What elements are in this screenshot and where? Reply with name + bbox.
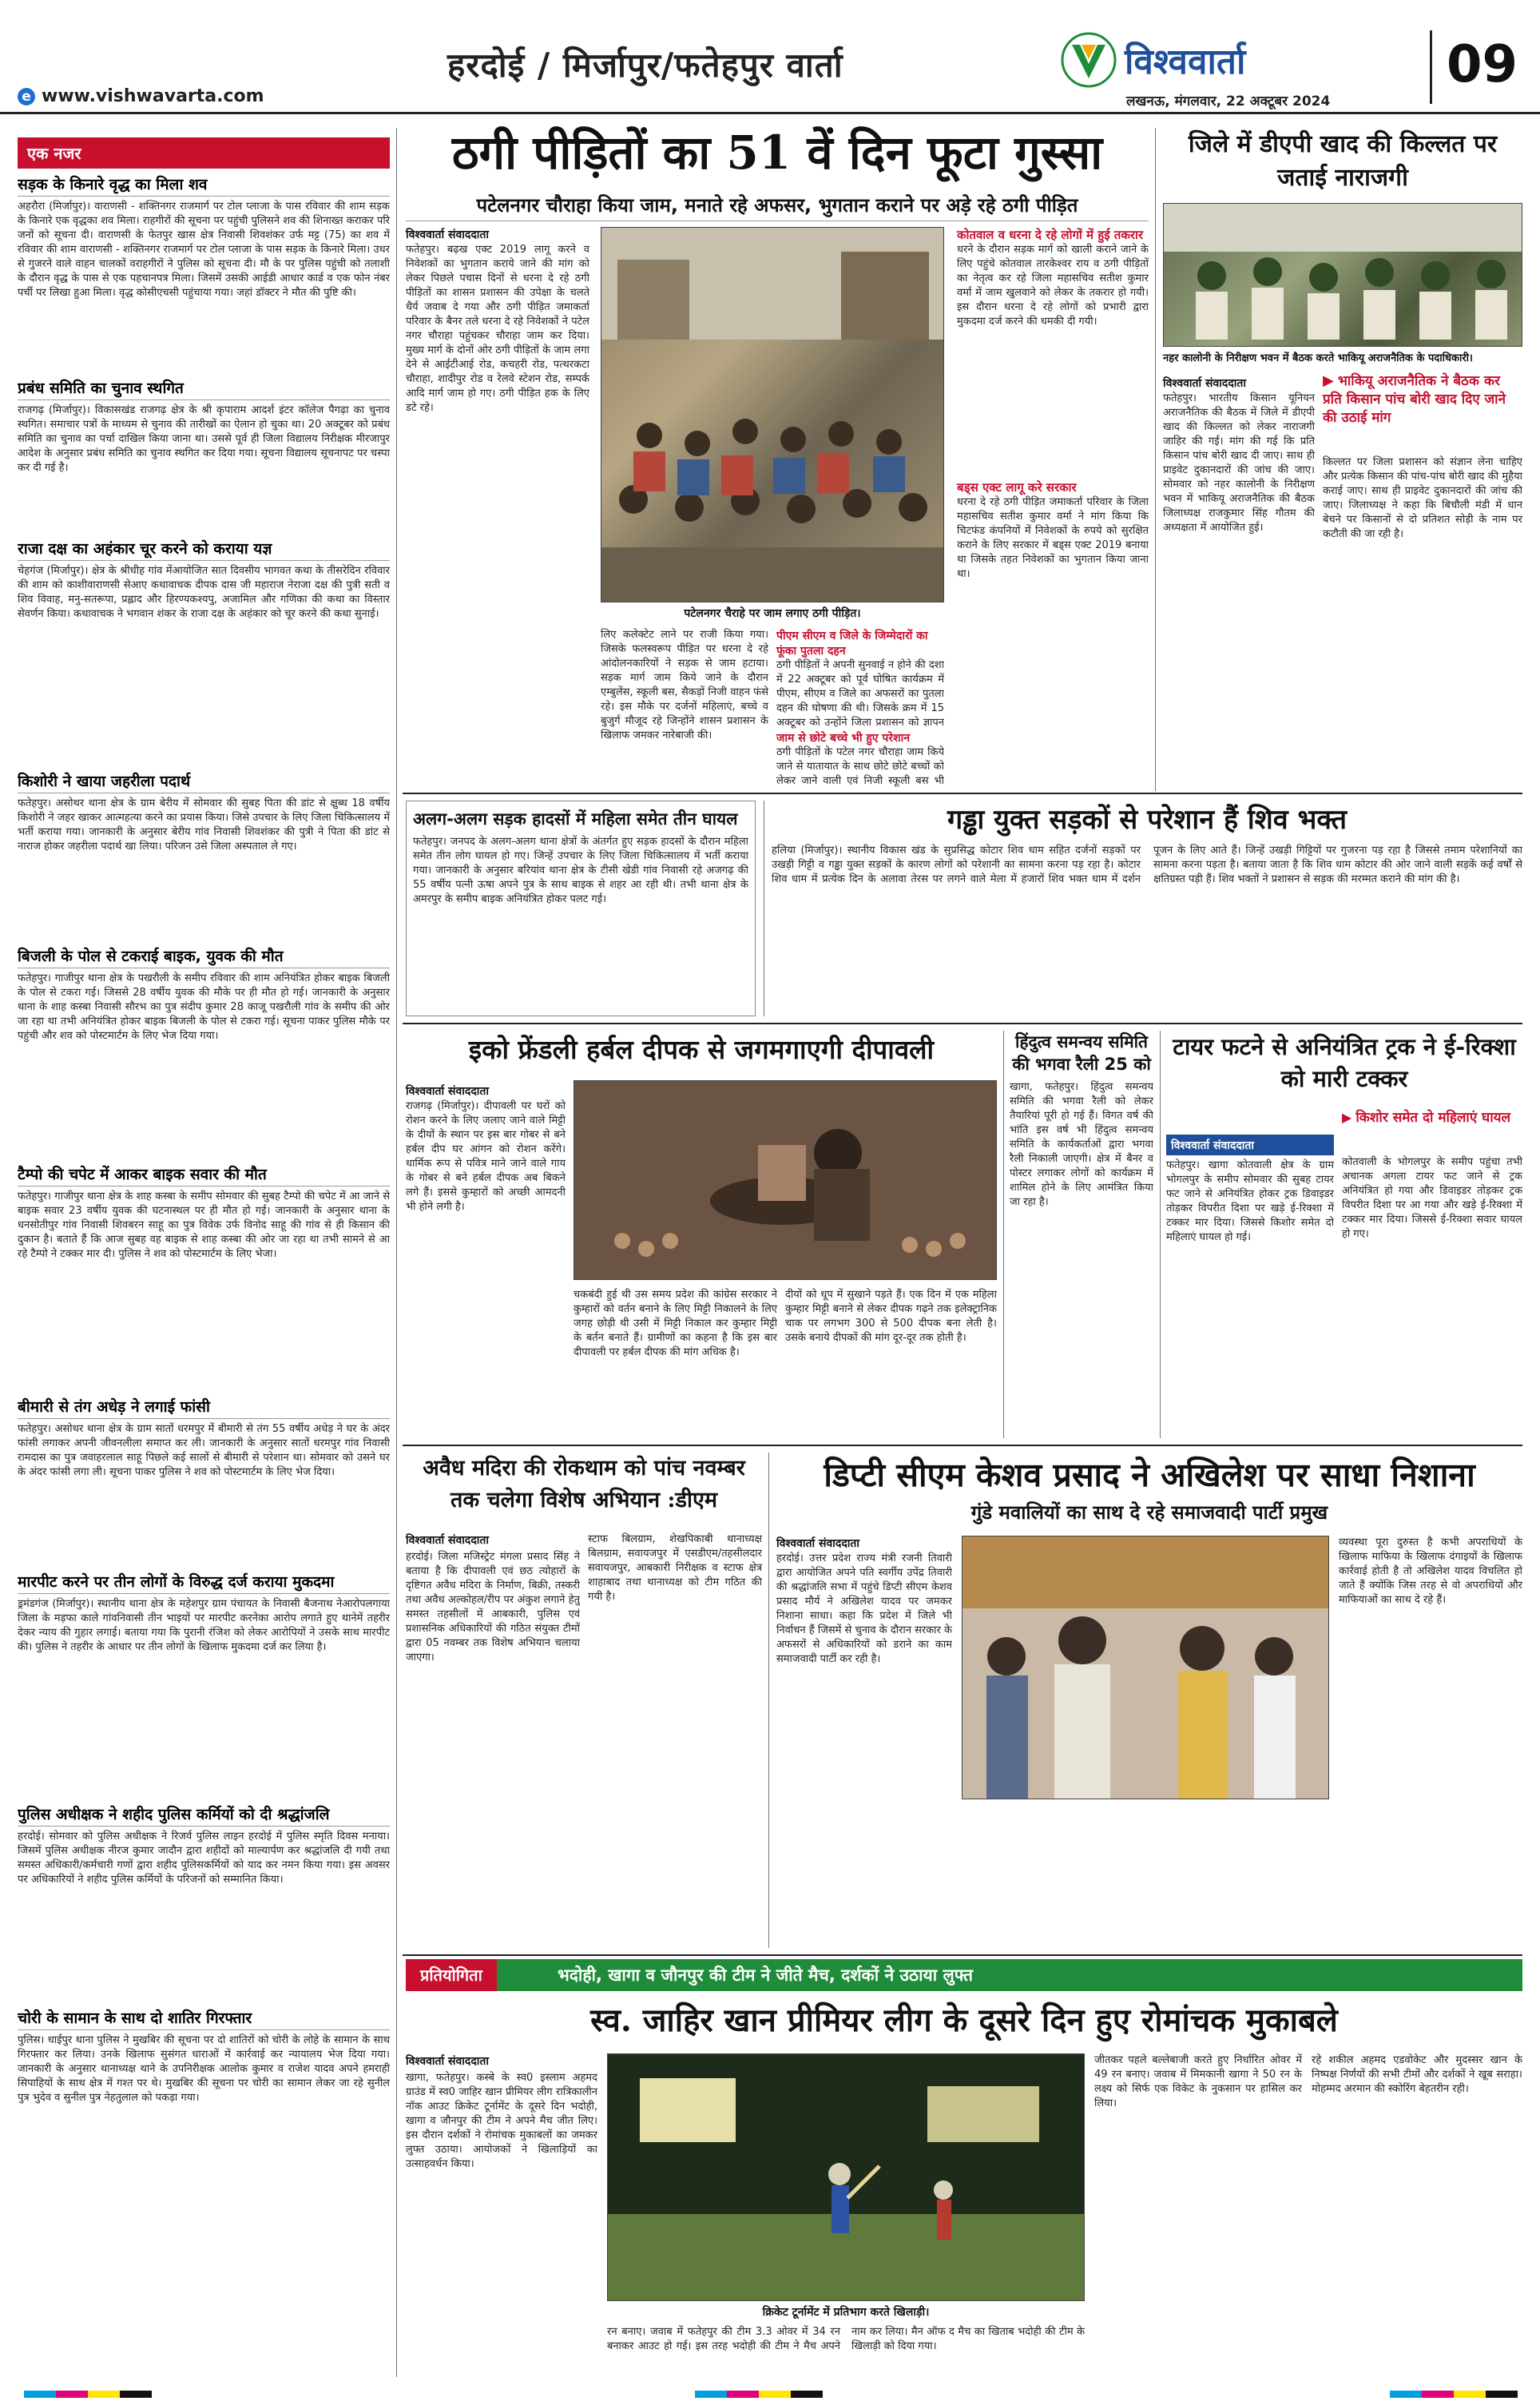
truck-headline: टायर फटने से अनियंत्रित ट्रक ने ई-रिक्शा को मारी टक्कर	[1173, 1033, 1516, 1092]
lead-headline: ठगी पीड़ितों का 51 वें दिन फूटा गुस्सा	[451, 125, 1103, 180]
sports-body-4: रहे शकील अहमद एडवोकेट और मुदस्सर खान के निष्पक्ष निर्णयों की सभी टीमों और दर्शकों ने खूब सराहा। मोहम्मद अरमान की स्कोरिंग बेहतरीन रही।	[1312, 2054, 1522, 2095]
liquor-byline: विश्ववार्ता संवाददाता	[406, 1534, 490, 1547]
lead-col4-body: धरना दे रहे ठगी पीड़ित जमाकर्ता परिवार के जिला महासचिव सतीश कुमार वर्मा ने मांग किया कि चिटफंड कंपनियों में निवेशकों के रुपये को सुरक्षित कराने के लिए सरकार में बड्स एक्ट 2019 बनाया था जिसके तहत निवेशकों का भुगतान किया जाना था।	[957, 496, 1149, 580]
sidebar-story	[18, 1803, 390, 2002]
sports-body-3: जीतकर पहले बल्लेबाजी करते हुए निर्धारित ओवर में 49 रन बनाए। जवाब में मिमकानी खागा ने 50 रन के लक्ष्य को सिर्फ एक विकेट के नुकसान पर हासिल कर लिया।	[1094, 2054, 1302, 2109]
lead-byline: विश्ववार्ता संवाददाता	[406, 229, 490, 241]
sidebar-story-headline: पुलिस अधीक्षक ने शहीद पुलिस कर्मियों को दी श्रद्धांजलि	[18, 1803, 390, 1827]
bullet-icon: ▶	[1323, 372, 1334, 389]
liquor-body: हरदोई। जिला मजिस्ट्रेट मंगला प्रसाद सिंह ने बताया है कि दीपावली एवं छठ त्योहारों के दृष्टिगत अवैध मदिरा के निर्माण, बिक्री, तस्करी तथा अवैध अल्कोहल/रीप पर अंकुश लगाने हेतु समस्त तहसीलों में आबकारी, पुलिस एवं प्रशासनिक अधिकारियों की गठित संयुक्त टीमों द्वारा 05 नवम्बर तक विशेष अभियान चलाया जाएगा।	[406, 1551, 580, 1664]
diya-body-3: दीयों को धूप में सुखाने पड़ते हैं। एक दिन में एक महिला कुम्हार मिट्टी बनाने से लेकर दीपक गढ़ने तक इलेक्ट्रानिक चाक पर लगभग 300 से 500 दीपक बना लेती है। उसके बनाये दीपकों की मांग दूर-दूर तक होती है।	[785, 1289, 997, 1344]
truck-subhead: किशोर समेत दो महिलाएं घायल	[1355, 1110, 1510, 1126]
sidebar-story-body: हरदोई। सोमवार को पुलिस अधीक्षक ने रिजर्व पुलिस लाइन हरदोई में पुलिस स्मृति दिवस मनाया। जिसमें पुलिस अधीक्षक नीरज कुमार जादौन द्वारा शहीदों को माल्यार्पण कर श्रद्धांजलि दी गयी तथा समस्त अधिकारी/कर्मचारी गणों द्वारा शहीद पुलिसकर्मियों को याद कर नमन किया गया। इस अवसर पर अधिकारियों ने शहीद पुलिस कर्मियों के परिजनों को सम्मानित किया।	[18, 1831, 390, 1886]
diya-byline: विश्ववार्ता संवाददाता	[406, 1085, 490, 1098]
hindutva-body: खागा, फतेहपुर। हिंदुत्व समन्वय समिति की भगवा रैली को लेकर तैयारियां पूरी हो गई हैं। विगत वर्ष की भांति इस वर्ष भी हिंदुत्व समन्वय समिति के कार्यकर्ताओं द्वारा भगवा रैली निकाली जाएगी। क्षेत्र में बैनर व पोस्टर लगाकर लोगों को कार्यक्रम में शामिल होने के लिए आमंत्रित किया जा रहा है।	[1010, 1081, 1153, 1208]
brand-logo	[1061, 32, 1245, 88]
lead-column-2: लिए कलेक्टेट लाने पर राजी किया गया। जिसके फलस्वरूप पीड़ित पर धरना दे रहे आंदोलनकारियों ने सड़क से जाम हटाया। सड़क मार्ग जाम किये जाने के दौरान एम्बुलेंस, स्कूली बस, सैकड़ों निजी वाहन फंसे रहे। इस मौके पर दर्जनों महिलाएं, बच्चे व बुजुर्ग मौजूद रहे जिन्होंने शासन प्रशासन के खिलाफ जमकर नारेबाजी की।	[601, 629, 768, 741]
truck-subhead-box	[1342, 1107, 1522, 1126]
truck-byline-bar: विश्ववार्ता संवाददाता	[1166, 1135, 1334, 1155]
lead-col3-subhead: पीएम सीएम व जिले के जिम्मेदारों का फूंका पुतला दहन	[776, 630, 928, 658]
sidebar-story-body: फतेहपुर। असोथर थाना क्षेत्र के ग्राम बेरीय में सोमवार की सुबह पिता की डांट से क्षुब्ध 18 वर्षीय किशोरी ने जहर खाकर आत्महत्या करने का प्रयास किया। जिसे उपचार के लिए जिला चिकित्सालय में भर्ती कराया गया। जानकारी के अनुसार बेरीय गांव निवासी शिवशंकर की पुत्री ने पिता की डांट से नाराज होकर जहरीला पदार्थ खा लिया। परिजन उसे जिला अस्पताल ले गए।	[18, 797, 390, 853]
sidebar-story-body: फतेहपुर। गाजीपुर थाना क्षेत्र के शाह कस्बा के समीप सोमवार की सुबह टैम्पो की चपेट में आ जाने से बाइक सवार 23 वर्षीय युवक की घटनास्थल पर ही मौत हो गई। जानकारी के अनुसार थाना के धनसोतीपुर गांव निवासी शिवबरन साहू का पुत्र विवेक उर्फ विनोद साहू की गांव से ही किसान की दुकान है। बताते हैं कि आज सुबह वह बाइक से शाह कस्बा की ओर जा रहा था तभी सामने से आ रहे टैम्पो ने टक्कर मार दी। पुलिस ने शव को पोस्टमार्टम के लिए भेजा।	[18, 1191, 390, 1260]
keshav-photo	[962, 1536, 1329, 1799]
lead-photo	[601, 227, 944, 602]
sidebar-story-headline: राजा दक्ष का अहंकार चूर करने को कराया यज्ञ	[18, 538, 390, 561]
dap-photo-caption: नहर कालोनी के निरीक्षण भवन में बैठक करते भाकियू अराजनैतिक के पदाधिकारी।	[1163, 352, 1473, 364]
liquor-body-2: स्टाफ बिलग्राम, शेखपिकाबी थानाध्यक्ष बिलग्राम, सवायजपुर में एसडीएम/तहसीलदार सवायजपुर, आबकारी निरीक्षक व स्टाफ क्षेत्र शाहाबाद तथा थानाध्यक्ष को टीम गठित की गयी है।	[588, 1533, 762, 1603]
page-number-box	[1430, 30, 1518, 104]
dap-body-2: किल्लत पर जिला प्रशासन को संज्ञान लेना चाहिए और प्रत्येक किसान की पांच-पांच बोरी खाद की मुहैया कराई जाए। साथ ही प्राइवेट दुकानदारों की जांच की जाए। जिलाध्यक्ष ने कहा कि बिचौली मंडी में धान बेचने पर किसानों से दो प्रतिशत सोड़ी के नाम पर कटौती की जा रही है।	[1323, 456, 1522, 540]
lead-photo-caption: पटेलनगर चैराहे पर जाम लगाए ठगी पीड़ित।	[684, 607, 861, 620]
section-rule	[403, 1445, 1522, 1446]
lead-col3-body: ठगी पीड़ितों के पटेल नगर चौराहा जाम किये जाने से यातायात के साथ छोटे छोटे बच्चों को लेकर जाने वाली एवं निजी स्कूली बस भी	[776, 746, 944, 787]
diya-headline: इको फ्रेंडली हर्बल दीपक से जगमगाएगी दीपावली	[468, 1034, 935, 1065]
sidebar-story	[18, 1571, 390, 1799]
dap-subhead-box	[1323, 371, 1522, 426]
truck-body: फतेहपुर। खागा कोतवाली क्षेत्र के ग्राम भोगलपुर के समीप सोमवार की सुबह टायर फट जाने से अनियंत्रित होकर ट्रक डिवाइडर तोड़कर विपरीत दिशा पर खड़े ई-रिक्शा में टक्कर मार दिया। जिससे किशोर समेत दो महिलाएं घायल हो गई।	[1166, 1159, 1334, 1243]
keshav-story	[776, 1453, 1522, 1948]
section-rule	[403, 1954, 1522, 1956]
keshav-byline: विश्ववार्ता संवाददाता	[776, 1537, 860, 1550]
sports-byline: विश्ववार्ता संवाददाता	[406, 2055, 490, 2068]
sidebar-story-headline: सड़क के किनारे वृद्ध का मिला शव	[18, 173, 390, 197]
column-divider	[1160, 1031, 1161, 1438]
lead-subheadline: पटेलनगर चौराहा किया जाम, मनाते रहे अफसर, भुगतान कराने पर अड़े रहे ठगी पीड़ित	[476, 194, 1078, 217]
bullet-icon: ▶	[1342, 1110, 1352, 1125]
hindutva-story	[1010, 1031, 1153, 1438]
sidebar-story-headline: बिजली के पोल से टकराई बाइक, युवक की मौत	[18, 945, 390, 968]
sidebar-story	[18, 1396, 390, 1566]
keshav-subhead: गुंडे मवालियों का साथ दे रहे समाजवादी पार्टी प्रमुख	[970, 1501, 1328, 1524]
sidebar-story-body: फतेहपुर। गाजीपुर थाना क्षेत्र के पखरौली के समीप रविवार की शाम अनियंत्रित होकर बाइक बिजली के पोल से टकरा गई। जिससे 28 वर्षीय युवक की मौके पर ही मौत हो गई। जानकारी के अनुसार थाना के शाह कस्बा निवासी सौरभ का पुत्र संदीप कुमार 28 काजू पखरौली गांव के समीप की ओर जा रहा था तभी अनियंत्रित होकर बाइक बिजली के पोल से टकरा गई। सूचना पाकर पुलिस मौके पर पहुंची और शव को पोस्टमार्टम के लिए भेज दिया गया।	[18, 972, 390, 1042]
keshav-body-2: व्यवस्था पूरा दुरुस्त है कभी अपराधियों के खिलाफ माफिया के खिलाफ दंगाइयों के खिलाफ कार्रवाई होती है तो अखिलेश यादव विचलित हो जाते हैं क्योंकि जिस तरह से वो अपराधियों और माफियाओं का साथ दे रहे हैं।	[1339, 1536, 1522, 1606]
pothole-story	[772, 801, 1522, 1016]
sidebar-story-headline: किशोरी ने खाया जहरीला पदार्थ	[18, 770, 390, 793]
dap-headline: जिले में डीएपी खाद की किल्लत पर जताई नाराजगी	[1188, 130, 1498, 192]
column-divider	[1155, 128, 1156, 791]
keshav-body: हरदोई। उत्तर प्रदेश राज्य मंत्री रजनी तिवारी द्वारा आयोजित अपने पति स्वर्गीय उपेंद्र तिवारी की श्रद्धांजलि सभा में पहुंचे डिप्टी सीएम केशव प्रसाद मौर्य ने अखिलेश यादव पर जमकर निशाना साधा। कहा कि प्रदेश में जिले भी निर्वाचन हैं जिसमें से चुनाव के दौरान सरकार के अफसरों से अधिकारियों को डराने का काम समाजवादी पार्टी कर रही है।	[776, 1552, 952, 1665]
dap-story	[1163, 128, 1522, 791]
diya-body-2: चकबंदी हुई थी उस समय प्रदेश की कांग्रेस सरकार ने कुम्हारों को वर्तन बनाने के लिए मिट्टी निकालने के लिए जगह छोड़ी थी उसी में मिट्टी निकाल कर कुम्हार मिट्टी के बर्तन बनाते हैं। ग्रामीणों का कहना है कि इस बार दीपावली पर हर्बल दीपक की मांग अधिक है।	[574, 1289, 777, 1358]
section-rule	[403, 1023, 1522, 1024]
diya-story	[406, 1031, 997, 1438]
sports-story	[406, 1959, 1522, 2383]
brand-v-icon	[1061, 32, 1117, 88]
internet-explorer-icon: e	[18, 88, 35, 105]
sidebar-story	[18, 173, 390, 372]
page-number: 09	[1447, 35, 1518, 94]
liquor-story	[406, 1453, 762, 1948]
sports-banner	[406, 1959, 1522, 1991]
sports-photo-caption: क्रिकेट टूर्नामेंट में प्रतिभाग करते खिलाड़ी।	[762, 2306, 930, 2319]
lead-column-1: फतेहपुर। बढ़ख एक्ट 2019 लागू करने व निवेशकों का भुगतान कराये जाने की मांग को लेकर पिछले पचास दिनों से धरना दे रहे ठगी पीड़ितों का शासन प्रशासन की उपेक्षा के चलते धैर्य जवाब दे गया और ठगी पीड़ित जमाकर्ता परिवार के बैनर तले धरना दे रहे निवेशकों ने पटेल नगर चौराहा पहुंचकर चौराहा जाम कर दिया। मुख्य मार्ग के दोनों ओर ठगी पीड़ितों के जाम लगा देने से आईटीआई रोड, कचहरी रोड, पत्थरकटा चौराहा, शादीपुर रोड व रेलवे स्टेशन रोड, सम्पर्क आदि मार्ग जाम हो गए। ठगी पीड़ित हक के लिए डटे रहे।	[406, 244, 589, 414]
lead-col4-subhead: बड्स एक्ट लागू करे सरकार	[957, 480, 1077, 495]
sidebar-story	[18, 945, 390, 1159]
column-divider	[1003, 1031, 1004, 1438]
sports-label: प्रतियोगिता	[406, 1959, 497, 1991]
sidebar-story-body: अहरौरा (मिर्जापुर)। वाराणसी - शक्तिनगर राजमार्ग पर टोल प्लाजा के पास रविवार की शाम सड़क के किनारे एक वृद्धका शव मिला। राहगीरों की सूचना पर पहुंची पुलिसने शव की शिनाख्त कराकर परि जनों को सूचना दी। वाराणसी के फेतपुर खास क्षेत्र निवासी शिवशंकर उर्फ मट्ट (75) का शव में रविवार की शाम वाराणसी - शक्तिनगर राजमार्ग पर टोल प्लाजा के पास सड़क के किनारे मिला। उधर से गुजरने वाले वाहन चालकों वराहगीरों ने पुलिस को सूचना दी। मौ के पर पुलिस पहुंची को तलाशी के दौरान वृद्ध के पास से एक पहचानपत्र मिला। जिसमें उसकी आईडी आधार कार्ड व एक फोन नंबर पर्ची पर लिखा हुआ मिला। वृद्ध कोसीएचसी पहुंचाया गया। जहां डॉक्टर ने मौत की पुष्टि की।	[18, 201, 390, 299]
sidebar-story-headline: प्रबंध समिति का चुनाव स्थगित	[18, 377, 390, 400]
sidebar-story	[18, 1163, 390, 1391]
brand-name: विश्ववार्ता	[1125, 42, 1246, 82]
dateline: लखनऊ, मंगलवार, 22 अक्टूबर 2024	[1126, 93, 1331, 109]
sidebar-story	[18, 2007, 390, 2249]
sports-photo	[607, 2053, 1085, 2301]
lead-col4-body: धरने के दौरान सड़क मार्ग को खाली कराने जाने के लिए पहुंचे कोतवाल तारकेश्वर राय व ठगी पीड़ितों का नेतृत्व कर रहे जिला महासचिव सतीश कुमार वर्मा में जाम खुलवाने को लेकर के तकरार हो गयी। इस दौरान धरना दे रहे लोगों को प्रभारी द्वारा मुकदमा दर्ज करने की धमकी दी गयी।	[957, 244, 1149, 328]
website-link[interactable]: e www.vishwavarta.com	[18, 86, 264, 106]
accidents-headline: अलग-अलग सड़क हादसों में महिला समेत तीन घायल	[413, 809, 738, 829]
truck-body-2: कोतवाली के भोगलपुर के समीप पहुंचा तभी अचानक अगला टायर फट जाने से ट्रक अनियंत्रित हो गया और डिवाइडर तोड़कर ट्रक विपरीत दिशा पर आ गया और खड़े ई-रिक्शा में टक्कर मार दिया। जिससे ई-रिक्शा सवार घायल हो गए।	[1342, 1156, 1522, 1240]
section-title: हरदोई / मिर्जापुर/फतेहपुर वार्ता	[447, 46, 843, 85]
lead-story	[406, 121, 1149, 785]
sidebar-story-body: चेहगंज (मिर्जापुर)। क्षेत्र के श्रीधीह गांव मेंआयोजित सात दिवसीय भागवत कथा के तीसरेदिन रविवार की शाम को काशीवाराणसी सेआए कथावाचक दीपक दास जी महाराज नेराजा दक्ष की पुत्री सती व शिव विवाह, मनु-सतरूपा, प्रह्लाद और हिरण्यकश्यपु, अजामिल और गणिका की कथा का विस्तार सेवर्णन किया। कथावाचक ने भगवान शंकर के राजा दक्ष के अहंकार को चूर करने की कथा सुनाई।	[18, 565, 390, 620]
sidebar-story-body: फतेहपुर। असोथर थाना क्षेत्र के ग्राम सातों धरमपुर में बीमारी से तंग 55 वर्षीय अधेड़ ने घर के अंदर फांसी लगाकर अपनी जीवनलीला समाप्त कर ली। जानकारी के अनुसार सातों धरमपुर गांव निवासी रामदास का पुत्र जवाहरलाल साहू पिछले कई सालों से बीमारी से परेशान था। सोमवार को उसने घर के अंदर फांसी लगा ली। सूचना पाकर पुलिस ने शव को पोस्टमार्टम के लिए भेज दिया।	[18, 1423, 390, 1478]
column-divider	[396, 128, 397, 2377]
accidents-story	[406, 801, 756, 1016]
sidebar-story-headline: चोरी के सामान के साथ दो शातिर गिरफ्तार	[18, 2007, 390, 2030]
sports-body: खागा, फतेहपुर। कस्बे के स्व0 इस्लाम अहमद ग्राउंड में स्व0 जाहिर खान प्रीमियर लीग रात्रिकालीन नॉक आउट क्रिकेट टूर्नामेंट के दूसरे दिन भदोही, खागा व जौनपुर की टीम ने अपने मैच जीत लिए। इस दौरान दर्शकों ने रोमांचक मुकाबलों का जमकर लुफ्त उठाया। आयोजकों ने खिलाड़ियों का उत्साहवर्धन किया।	[406, 2072, 597, 2170]
dap-body: फतेहपुर। भारतीय किसान यूनियन अराजनैतिक की बैठक में जिले में डीएपी खाद की किल्लत को लेकर नाराजगी जाहिर की गई। मांग की गई कि प्रति किसान पांच बोरी खाद दी जाए। साथ ही प्राइवेट दुकानदारों की जांच की जाए। सोमवार को नहर कालोनी के निरीक्षण भवन में भाकियू अराजनैतिक की बैठक जिलाध्यक्ष राजकुमार सिंह गौतम की अध्यक्षता में आयोजित हुई।	[1163, 392, 1315, 534]
dap-photo	[1163, 203, 1522, 347]
lead-col3-body: ठगी पीड़ितों ने अपनी सुनवाई न होने की दशा में 22 अक्टूबर को पूर्व घोषित कार्यक्रम में पीएम, सीएम व जिले का अफसरों का पुतला दहन की घोषणा की थी। जिसके क्रम में 15 अक्टूबर को उन्होंने जिला प्रशासन को ज्ञापन	[776, 659, 944, 729]
lead-column-3	[776, 628, 944, 787]
sidebar-story	[18, 377, 390, 533]
dap-subhead: भाकियू अराजनैतिक ने बैठक कर प्रति किसान पांच बोरी खाद दिए जाने की उठाई मांग	[1323, 373, 1506, 426]
lead-column-4	[957, 227, 1149, 778]
sidebar-story-headline: टैम्पो की चपेट में आकर बाइक सवार की मौत	[18, 1163, 390, 1187]
diya-photo	[574, 1080, 997, 1280]
sidebar-story-body: राजगढ़ (मिर्जापुर)। विकासखंड राजगढ़ क्षेत्र के श्री कृपाराम आदर्श इंटर कॉलेज पैगढ़ा का चुनाव स्थगित। समाचार पत्रों के माध्यम से चुनाव की तारीखों का ऐलान हो चुका था। 20 अक्टूबर को प्रबंध समिति का चुनाव का पर्चा दाखिल किया जाना था। उससे पूर्व ही जिला विद्यालय निरीक्षक मीरजापुर आदेश के अनुसार प्रबंध समिति का चुनाव स्थगित कर दिया गया। सूचना विद्यालय सूचनापट पर चस्पा कर दी गई है।	[18, 404, 390, 474]
pothole-headline: गड्ढा युक्त सड़कों से परेशान हैं शिव भक्त	[947, 804, 1348, 836]
truck-story	[1166, 1031, 1522, 1438]
liquor-headline: अवैध मदिरा की रोकथाम को पांच नवम्बर तक चलेगा विशेष अभियान :डीएम	[423, 1456, 745, 1513]
diya-body: राजगढ़ (मिर्जापुर)। दीपावली पर घरों को रोशन करने के लिए जलाए जाने वाले मिट्टी के दीयों के स्थान पर इस बार गोबर से बने हर्बल दीप घर आंगन को रोशन करेंगे। धार्मिक रूप से पवित्र माने जाने वाले गाय के गोबर से बने हर्बल दीपक अब बिकने लगे हैं। इससे कुम्हारों को अच्छी आमदनी भी होने लगी है।	[406, 1100, 566, 1213]
section-rule	[403, 793, 1522, 794]
sidebar	[18, 137, 390, 2371]
masthead	[0, 0, 1540, 112]
lead-col3-subhead: जाम से छोटे बच्चे भी हुए परेशान	[776, 732, 910, 745]
sidebar-story	[18, 770, 390, 940]
lead-col4-subhead: कोतवाल व धरना दे रहे लोगों में हुई तकरार	[957, 228, 1144, 242]
dap-byline: विश्ववार्ता संवाददाता	[1163, 377, 1247, 390]
hindutva-headline: हिंदुत्व समन्वय समिति की भगवा रैली 25 को	[1012, 1032, 1151, 1074]
sidebar-story-body: पुलिस। धाईपुर थाना पुलिस ने मुखबिर की सूचना पर दो शातिरों को चोरी के लोहे के सामान के साथ गिरफ्तार कर लिया। उनके खिलाफ सुसंगत धाराओं में कार्रवाई कर न्यायालय भेज दिया गया। जानकारी के अनुसार थानाध्यक्ष थाने के उपनिरीक्षक आलोक कुमार व राजेश यादव अपने हमराही सिपाहियों के साथ क्षेत्र में गश्त पर थे। मुखबिर की सूचना पर चोरी का सामान लेकर जा रहे सुनील पुत्र भुदेव व सुनील पुत्र नेहतुलाल को पकड़ा गया।	[18, 2034, 390, 2104]
sidebar-story-body: ड्रमंडगंज (मिर्जापुर)। स्थानीय थाना क्षेत्र के महेशपुर ग्राम पंचायत के निवासी बैजनाथ नेआरोपलगाया जिला के मड़फा काले गांवनिवासी तीन भाइयों पर मारपीट करनेका आरोप लगाते हुए थानेमें तहरीर देकर न्याय की गुहार लगाई। बताया गया कि पुरानी रंजिश को लेकर आरोपियों ने उसके साथ मारपीट की। पुलिस ने तहरीर के आधार पर तीन लोगों के खिलाफ मुकदमा दर्ज कर लिया है।	[18, 1598, 390, 1653]
pothole-body: हलिया (मिर्जापुर)। स्थानीय विकास खंड के सुप्रसिद्ध कोटार शिव धाम सहित दर्जनों सड़कों पर उखड़ी गिट्टी व गड्ढा युक्त सड़कों के कारण लोगों को परेशानी का सामना करना पड़ रहा है। कोटार शिव धाम में प्रत्येक दिन के अलावा तेरस पर लगने वाले मेला में हजारों शिव भक्त धाम में दर्शन पूजन के लिए आते हैं। जिन्हें उखड़ी गिट्टियों पर गुजरना पड़ रहा है जिससे तमाम परेशानियों का सामना करना पड़ता है। बताया जाता है कि शिव धाम कोटार की ओर जाने वाली सड़कें कई वर्षों से क्षतिग्रस्त पड़ी हैं। शिव भक्तों ने प्रशासन से सड़क की मरम्मत कराने की मांग की है।	[772, 845, 1522, 885]
sidebar-story-headline: बीमारी से तंग अधेड़ ने लगाई फांसी	[18, 1396, 390, 1419]
sports-headline: स्व. जाहिर खान प्रीमियर लीग के दूसरे दिन हुए रोमांचक मुकाबले	[590, 2001, 1338, 2039]
accidents-body: फतेहपुर। जनपद के अलग-अलग थाना क्षेत्रों के अंतर्गत हुए सड़क हादसों के दौरान महिला समेत तीन लोग घायल हो गए। जिन्हें उपचार के लिए जिला चिकित्सालय में भर्ती कराया गया। जानकारी के अनुसार बरियांव थाना क्षेत्र के टीसी खेडी गांव निवासी रहे अजगढ़ की 55 वर्षीय पत्नी ऊषा अपने पुत्र के साथ बाइक से शहर आ रही थी। तभी थाना क्षेत्र के अमरपुर के समीप बाइक अनियंत्रित होकर पलट गई।	[413, 836, 748, 905]
sports-kicker: भदोही, खागा व जौनपुर की टीम ने जीते मैच, दर्शकों ने उठाया लुफ्त	[558, 1966, 974, 1985]
print-color-bar	[0, 2387, 1540, 2401]
sidebar-story-headline: मारपीट करने पर तीन लोगों के विरुद्ध दर्ज कराया मुकदमा	[18, 1571, 390, 1594]
sidebar-label: एक नजर	[18, 137, 390, 169]
masthead-rule	[0, 112, 1540, 114]
keshav-headline: डिप्टी सीएम केशव प्रसाद ने अखिलेश पर साधा निशाना	[824, 1456, 1475, 1494]
column-divider	[768, 1453, 769, 1948]
sidebar-story	[18, 538, 390, 765]
sports-body-2: रन बनाए। जवाब में फतेहपुर की टीम 3.3 ओवर में 34 रन बनाकर आउट हो गई। इस तरह भदोही की टीम ने मैच अपने नाम कर लिया। मैन ऑफ द मैच का खिताब भदोही की टीम के खिलाड़ी को दिया गया।	[607, 2326, 1085, 2352]
